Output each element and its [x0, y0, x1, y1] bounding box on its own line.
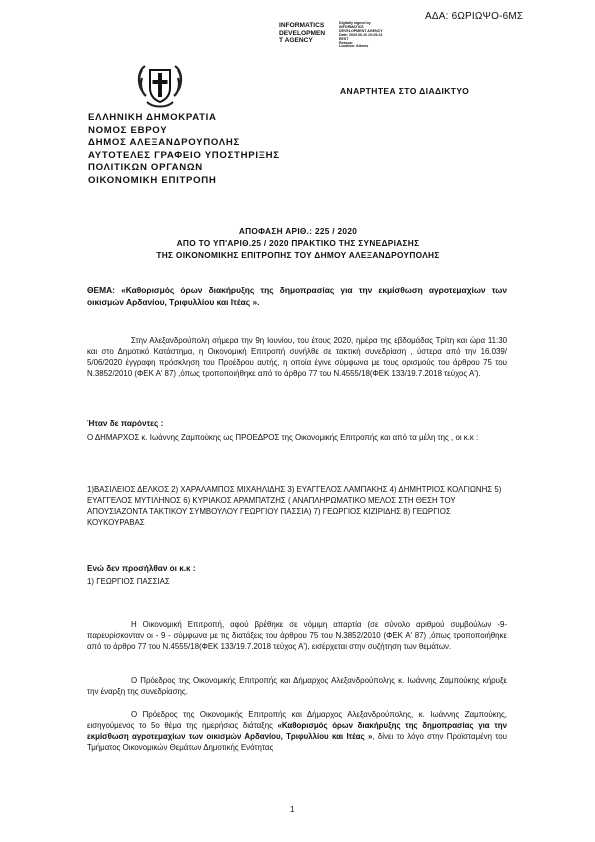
authority-line: ΔΗΜΟΣ ΑΛΕΞΑΝΔΡΟΥΠΟΛΗΣ — [88, 137, 240, 149]
topic-paragraph — [87, 709, 507, 753]
signature-detail: INFORMATICS — [339, 24, 364, 29]
agency-line: INFORMATICS — [279, 22, 325, 29]
signature-detail: DEVELOPMENT AGENCY — [339, 28, 383, 33]
intro-paragraph: Στην Αλεξανδρούπολη σήμερα την 9η Ιουνίου, του έτους 2020, ημέρα της εβδομάδας Τρίτη και ώρα 11:30 και στο Δημοτικό Κατάστημα, η Οικονομική Επιτροπή συνήλθε σε τακτική συνεδρίαση , ύστερα από την 16.039/ 5/06/2020 έγγραφη πρόσκληση του Προέδρου αυτής, η οποία έγινε σύμφωνα με τους ορισμούς του άρθρου 75 του Ν.3852/2010 (ΦΕΚ Α' 87) ,όπως τροποποιήθηκε από το άρθρο 77 του Ν.4555/18(ΦΕΚ 133/19.7.2018 τεύχος Α'). — [87, 336, 507, 379]
present-paragraph: Ο ΔΗΜΑΡΧΟΣ κ. Ιωάννης Ζαμπούκης ως ΠΡΟΕΔΡΟΣ της Οικονομικής Επιτροπής και από τα μέλη της , οι κ.κ : — [87, 433, 479, 442]
topic-text-after: , δίνει το λόγο στην Προϊσταμένη του Τμήματος Οικονομικών Θεμάτων Δημοτικής Ενότητας — [87, 732, 507, 753]
agency-line: DEVELOPMEN — [279, 29, 326, 37]
committee-reference: ΤΗΣ ΟΙΚΟΝΟΜΙΚΗΣ ΕΠΙΤΡΟΠΗΣ ΤΟΥ ΔΗΜΟΥ ΑΛΕΞΑΝΔΡΟΥΠΟΛΗΣ — [156, 250, 440, 260]
topic-text-before: Ο Πρόεδρος της Οικονομικής Επιτροπής και Δήμαρχος Αλεξανδρούπολης, κ. Ιωάννης Ζαμπούκης, εισηγούμενος το 5ο θέμα της ημερήσιας διάταξης — [87, 710, 507, 731]
minutes-reference: ΑΠΟ ΤΟ ΥΠ'ΑΡΙΘ.25 / 2020 ΠΡΑΚΤΙΚΟ ΤΗΣ ΣΥΝΕΔΡΙΑΣΗΣ — [176, 238, 420, 248]
decision-number: ΑΠΟΦΑΣΗ ΑΡΙΘ.: 225 / 2020 — [238, 226, 358, 236]
digital-signature-agency — [279, 22, 337, 45]
page-number: 1 — [290, 805, 295, 814]
present-heading: Ήταν δε παρόντες : — [87, 419, 164, 428]
publish-notice: ΑΝΑΡΤΗΤΕΑ ΣΤΟ ΔΙΑΔΙΚΤΥΟ — [340, 86, 470, 96]
ada-code: ΑΔΑ: 6ΩΡΙΩΨΟ-6ΜΣ — [425, 11, 524, 22]
absent-heading: Ενώ δεν προσήλθαν οι κ.κ : — [87, 564, 196, 573]
signature-detail: Reason: — [339, 40, 354, 45]
authority-line: ΕΛΛΗΝΙΚΗ ΔΗΜΟΚΡΑΤΙΑ — [88, 112, 217, 123]
authority-line: ΠΟΛΙΤΙΚΩΝ ΟΡΓΑΝΩΝ — [88, 162, 203, 174]
authority-line: ΑΥΤΟΤΕΛΕΣ ΓΡΑΦΕΙΟ ΥΠΟΣΤΗΡΙΞΗΣ — [88, 149, 280, 161]
authority-line: ΝΟΜΟΣ ΕΒΡΟΥ — [88, 124, 168, 136]
digital-signature-details — [339, 22, 399, 49]
members-list: 1)ΒΑΣΙΛΕΙΟΣ ΔΕΛΚΟΣ 2) ΧΑΡΑΛΑΜΠΟΣ ΜΙΧΑΗΛΙΔΗΣ 3) ΕΥΑΓΓΕΛΟΣ ΛΑΜΠΑΚΗΣ 4) ΔΗΜΗΤΡΙΟΣ ΚΟΛΓΙΩΝΗΣ 5) ΕΥΑΓΓΕΛΟΣ ΜΥΤΙΛΗΝΟΣ 6) ΚΥΡΙΑΚΟΣ ΑΡΑΜΠΑΤΖΗΣ ( ΑΝΑΠΛΗΡΩΜΑΤΙΚΟ ΜΕΛΟΣ ΣΤΗ ΘΕΣΗ ΤΟΥ ΑΠΟΥΣΙΑΖΟΝΤΑ ΤΑΚΤΙΚΟΥ ΣΥΜΒΟΥΛΟΥ ΓΕΩΡΓΙΟΥ ΠΑΣΣΙΑ) 7) ΓΕΩΡΓΙΟΣ ΚΙΖΙΡΙΔΗΣ 8) ΓΕΩΡΓΙΟΣ ΚΟΥΚΟΥΡΑΒΑΣ — [87, 485, 502, 528]
issuing-authority — [88, 112, 280, 188]
authority-line: ΟΙΚΟΝΟΜΙΚΗ ΕΠΙΤΡΟΠΗ — [88, 174, 217, 186]
subject: ΘΕΜΑ: «Καθορισμός όρων διακήρυξης της δημοπρασίας για την εκμίσθωση αγροτεμαχίων των οικισμών Αρδανίου, Τριφυλλίου και Ιτέας ». — [87, 285, 507, 307]
signature-detail: Location: Athens — [339, 44, 369, 49]
greek-coat-of-arms-icon — [133, 58, 187, 112]
quorum-paragraph: Η Οικονομική Επιτροπή, αφού βρέθηκε σε νόμιμη απαρτία (σε σύνολο αριθμού συμβούλων -9- παρευρίσκονταν οι - 9 - σύμφωνα με τις διατάξεις του άρθρου 75 του Ν.3852/2010 (ΦΕΚ Α' 87) ,όπως τροποποιήθηκε από το άρθρο 77 του Ν.4555/18(ΦΕΚ 133/19.7.2018 τεύχος Α'), εισέρχεται στην συζήτηση των θεμάτων. — [87, 620, 507, 652]
agency-line: T AGENCY — [279, 37, 313, 45]
signature-detail: EEST — [339, 36, 349, 41]
session-start-paragraph: Ο Πρόεδρος της Οικονομικής Επιτροπής και Δήμαρχος Αλεξανδρούπολης κ. Ιωάννης Ζαμπούκης κήρυξε την έναρξη της συνεδρίασης. — [87, 676, 507, 697]
signature-detail: Digitally signed by — [339, 21, 371, 25]
topic-title: «Καθορισμός όρων διακήρυξης της δημοπρασίας για την εκμίσθωση αγροτεμαχίων των οικισμών Αρδανίου, Τριφυλλίου και Ιτέας » — [87, 721, 507, 742]
absent-list: 1) ΓΕΩΡΓΙΟΣ ΠΑΣΣΙΑΣ — [87, 577, 170, 586]
signature-detail: Date: 2020.06.16 10:29:23 — [339, 32, 383, 37]
